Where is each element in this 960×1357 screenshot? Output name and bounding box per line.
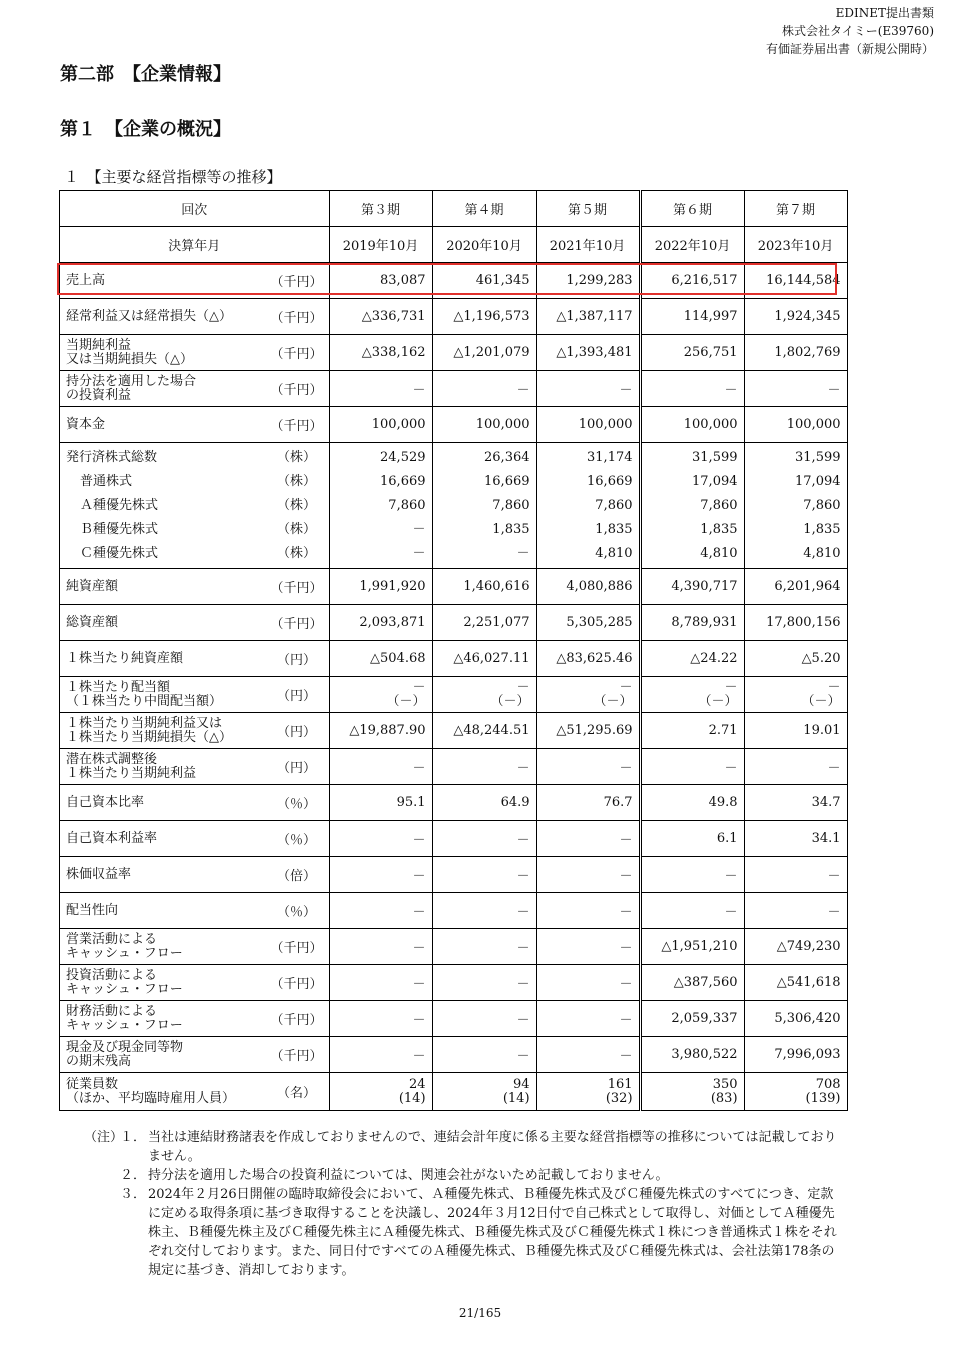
date-header: 2021年10月 [536,227,640,263]
row-label-line2: １株当たり当期純利益 [66,765,197,781]
value-cell: － [432,893,536,929]
table-row [60,821,848,857]
row-label [60,299,265,335]
table-row [60,299,848,335]
row-label [60,1037,265,1073]
date-header: 2020年10月 [432,227,536,263]
value-cell: 5,305,285 [536,605,640,641]
row-label [60,785,265,821]
row-label-line1: 株価収益率 [66,866,132,882]
share-value: 24,529 [380,449,426,465]
dividend-value: （－） [386,693,426,709]
value-cell: 76.7 [536,785,640,821]
row-label-line2: キャッシュ・フロー [66,945,183,961]
row-label-line1: 財務活動による [66,1003,158,1019]
value-cell: 3,980,522 [640,1037,744,1073]
table-row [60,713,848,749]
row-label-line1: １株当たり純資産額 [66,650,184,666]
row-label-line2: の期末残高 [66,1053,132,1069]
value-cell: △749,230 [744,929,847,965]
value-cell: － [432,1001,536,1037]
value-cell: － [329,965,432,1001]
value-cell: － [536,821,640,857]
share-unit: （株） [277,545,317,561]
unit-cell: （千円） [265,929,330,965]
value-cell: － [744,749,847,785]
row-label [60,965,265,1001]
unit-cell: （％） [265,893,330,929]
unit-cell: （千円） [265,1037,330,1073]
row-label-line1: 現金及び現金同等物 [66,1039,184,1055]
value-cell: 6.1 [640,821,744,857]
value-cell [329,1073,432,1111]
value-cell: 100,000 [536,407,640,443]
employee-value: (14) [502,1090,530,1106]
value-cell: 19.01 [744,713,847,749]
value-cell: △51,295.69 [536,713,640,749]
value-cell: 4,080,886 [536,569,640,605]
share-value: 4,810 [700,545,738,561]
employee-value: 708 [815,1076,841,1092]
unit-cell: （千円） [265,371,330,407]
value-cell [432,443,536,569]
row-label-line1: 配当性向 [66,902,119,918]
column-header: 回次 [60,191,330,227]
value-cell: △1,387,117 [536,299,640,335]
value-cell: 114,997 [640,299,744,335]
note-number: １． [120,1130,147,1145]
page-number: 21/165 [458,1306,502,1320]
employee-value: (83) [710,1090,738,1106]
period-header: 第４期 [432,191,536,227]
share-unit: （株） [277,521,317,537]
date-header: 2022年10月 [640,227,744,263]
table-row [60,371,848,407]
row-label-line2: キャッシュ・フロー [66,1017,183,1033]
table-row [60,893,848,929]
financial-indicators-table [59,190,848,1111]
row-label-line2: キャッシュ・フロー [66,981,183,997]
employee-value: (14) [398,1090,426,1106]
value-cell: － [640,893,744,929]
table-row [60,965,848,1001]
value-cell [432,677,536,713]
table-row [60,785,848,821]
row-label-line1: 売上高 [66,272,106,288]
value-cell: 100,000 [329,407,432,443]
value-cell: 1,299,283 [536,263,640,299]
value-cell: － [329,857,432,893]
value-cell [640,443,744,569]
value-cell: － [536,965,640,1001]
row-label-line1: 総資産額 [66,614,119,630]
unit-cell: （倍） [265,857,330,893]
value-cell: 95.1 [329,785,432,821]
part-title: 第二部 【企業情報】 [60,64,231,85]
row-label [60,605,265,641]
row-label [60,443,265,569]
row-label [60,641,265,677]
value-cell: － [536,1037,640,1073]
value-cell: － [536,893,640,929]
share-value: 31,174 [587,449,633,465]
table-row [60,407,848,443]
value-cell: － [744,371,847,407]
unit-cell: （千円） [265,299,330,335]
note-1 [84,1128,844,1166]
row-label-line1: 当期純利益 [66,337,132,353]
share-value: － [412,545,426,561]
employee-value: 94 [512,1076,530,1092]
period-header: 第５期 [536,191,640,227]
value-cell: △1,393,481 [536,335,640,371]
unit-cell: （円） [265,749,330,785]
company-name: 株式会社タイミー(E39760) [781,24,934,38]
unit-cell: （名） [265,1073,330,1111]
value-cell: 2,093,871 [329,605,432,641]
unit-cell: （千円） [265,335,330,371]
value-cell: － [329,929,432,965]
table-row [60,857,848,893]
note-text: 当社は連結財務諸表を作成しておりませんので、連結会計年度に係る主要な経営指標等の推移については記載しておりません。 [148,1130,837,1164]
value-cell: 34.7 [744,785,847,821]
table-row [60,335,848,371]
value-cell: 8,789,931 [640,605,744,641]
document-header [766,4,934,58]
share-value: 16,669 [484,473,530,489]
value-cell: － [432,929,536,965]
share-class-label: 普通株式 [80,473,133,489]
value-cell: △83,625.46 [536,641,640,677]
value-cell: 100,000 [744,407,847,443]
dividend-value: － [516,679,530,695]
dividend-row [60,677,848,713]
chapter-title: 第１ 【企業の概況】 [60,119,231,140]
employee-value: (139) [805,1090,841,1106]
share-class-label: Ｃ種優先株式 [80,545,159,561]
unit-cell: （千円） [265,407,330,443]
value-cell: △336,731 [329,299,432,335]
employees-row [60,1073,848,1111]
row-label-line2: （１株当たり中間配当額） [66,693,223,709]
dividend-value: － [412,679,426,695]
date-header: 2019年10月 [329,227,432,263]
share-value: 1,835 [492,521,530,537]
value-cell: － [329,821,432,857]
unit-cell: （千円） [265,1001,330,1037]
share-value: 31,599 [692,449,738,465]
edinet-label: EDINET提出書類 [835,6,934,20]
share-value: 4,810 [803,545,841,561]
value-cell: 34.1 [744,821,847,857]
note-text: 2024年２月26日開催の臨時取締役会において、Ａ種優先株式、Ｂ種優先株式及びＣ種優先株式のすべてにつき、定款に定める取得条項に基づき取得することを決議し、2024年３月12日付で自己株式として取得し、対価としてＡ種優先株主、Ｂ種優先株主及びＣ種優先株主にＡ種優先株式、Ｂ種優先株式及びＣ種優先株式１株につき普通株式１株をそれぞれ交付しております。また、同日付ですべてのＡ種優先株式、Ｂ種優先株式及びＣ種優先株式は、会社法第178条の規定に基づき、消却しております。 [148,1187,837,1278]
row-label [60,857,265,893]
row-label-line2: １株当たり当期純損失（△） [66,729,232,745]
value-cell: － [329,371,432,407]
unit-cell: （千円） [265,569,330,605]
value-cell: △541,618 [744,965,847,1001]
unit-cell: （千円） [265,965,330,1001]
value-cell: － [329,893,432,929]
row-label [60,893,265,929]
value-cell: △338,162 [329,335,432,371]
row-label-line1: 自己資本比率 [66,794,145,810]
row-label [60,1001,265,1037]
row-label [60,713,265,749]
value-cell: △1,196,573 [432,299,536,335]
table-row [60,929,848,965]
value-cell: － [432,371,536,407]
unit-cell: （％） [265,821,330,857]
row-label [60,821,265,857]
value-cell: 1,460,616 [432,569,536,605]
row-label-line2: （ほか、平均臨時雇用人員） [66,1090,236,1106]
share-value: 7,860 [492,497,530,513]
value-cell [329,677,432,713]
value-cell: 100,000 [640,407,744,443]
note-number: ３． [120,1187,147,1202]
row-label-line1: 経常利益又は経常損失（△） [66,308,232,324]
value-cell: － [536,1001,640,1037]
share-value: 7,860 [595,497,633,513]
value-cell: 256,751 [640,335,744,371]
row-label [60,371,265,407]
note-2 [84,1166,844,1185]
row-label [60,263,265,299]
value-cell: 2,251,077 [432,605,536,641]
note-number: ２． [120,1168,147,1183]
value-cell: 17,800,156 [744,605,847,641]
unit-cell: （円） [265,677,330,713]
value-cell: － [432,1037,536,1073]
share-unit: （株） [277,473,317,489]
table-row [60,1001,848,1037]
row-label-line1: 自己資本利益率 [66,830,158,846]
value-cell: － [432,749,536,785]
table-row [60,749,848,785]
share-unit: （株） [277,497,317,513]
row-label [60,407,265,443]
value-cell: － [536,857,640,893]
value-cell: △504.68 [329,641,432,677]
value-cell: △24.22 [640,641,744,677]
row-label [60,677,265,713]
row-label [60,335,265,371]
value-cell: － [536,749,640,785]
value-cell: 64.9 [432,785,536,821]
row-label [60,1073,265,1111]
value-cell: － [432,857,536,893]
note-text: 持分法を適用した場合の投資利益については、関連会社がないため記載しておりません。 [148,1168,669,1183]
dividend-value: － [724,679,738,695]
row-label-line2: の投資利益 [66,387,132,403]
value-cell: － [744,893,847,929]
value-cell: 2,059,337 [640,1001,744,1037]
note-3 [84,1185,844,1280]
date-header: 2023年10月 [744,227,847,263]
value-cell: △19,887.90 [329,713,432,749]
value-cell: － [329,1001,432,1037]
document-type: 有価証券届出書（新規公開時） [765,42,934,56]
value-cell: △1,201,079 [432,335,536,371]
share-value: 1,835 [595,521,633,537]
value-cell: － [536,371,640,407]
unit-cell: （％） [265,785,330,821]
value-cell: － [744,857,847,893]
share-value: 7,860 [803,497,841,513]
value-cell [329,443,432,569]
section-title: １ 【主要な経営指標等の推移】 [64,168,282,186]
dividend-value: （－） [801,693,841,709]
row-label-line1: 純資産額 [66,578,119,594]
value-cell: 461,345 [432,263,536,299]
notes-lead: （注） [84,1130,124,1145]
dividend-value: （－） [593,693,633,709]
value-cell: 16,144,584 [744,263,847,299]
header-row-date [60,227,848,263]
header-row-period [60,191,848,227]
share-value: 7,860 [388,497,426,513]
value-cell: － [640,371,744,407]
table-row [60,605,848,641]
unit-cell: （千円） [265,605,330,641]
value-cell: － [432,821,536,857]
value-cell: △48,244.51 [432,713,536,749]
share-value: 31,599 [795,449,841,465]
shares-block-row [60,443,848,569]
value-cell [432,1073,536,1111]
value-cell [536,1073,640,1111]
row-label [60,749,265,785]
value-cell: 83,087 [329,263,432,299]
share-value: － [516,545,530,561]
value-cell [744,677,847,713]
value-cell: △387,560 [640,965,744,1001]
row-label [60,929,265,965]
row-label-line1: 持分法を適用した場合 [66,373,197,389]
share-class-label: Ａ種優先株式 [80,497,159,513]
row-label-line1: 営業活動による [66,931,158,947]
value-cell [640,1073,744,1111]
share-value: 16,669 [380,473,426,489]
period-header: 第６期 [640,191,744,227]
unit-cell: （円） [265,713,330,749]
dividend-value: （－） [490,693,530,709]
share-value: 1,835 [803,521,841,537]
employee-value: 350 [712,1076,738,1092]
value-cell: 1,924,345 [744,299,847,335]
row-label-line2: 又は当期純損失（△） [66,351,193,367]
value-cell: 1,991,920 [329,569,432,605]
table-row [60,1037,848,1073]
value-cell: 7,996,093 [744,1037,847,1073]
dividend-value: （－） [698,693,738,709]
value-cell: △5.20 [744,641,847,677]
value-cell: △46,027.11 [432,641,536,677]
share-value: 1,835 [700,521,738,537]
value-cell: 6,216,517 [640,263,744,299]
share-value: 17,094 [795,473,841,489]
dividend-value: － [827,679,841,695]
notes [84,1128,844,1280]
employee-value: 24 [408,1076,426,1092]
share-class-label: 発行済株式総数 [66,449,158,465]
value-cell: 4,390,717 [640,569,744,605]
value-cell: 100,000 [432,407,536,443]
row-label-line1: 従業員数 [66,1076,119,1092]
row-label-line1: 資本金 [66,416,106,432]
value-cell: 1,802,769 [744,335,847,371]
value-cell [640,677,744,713]
row-label-line1: １株当たり当期純利益又は [66,715,223,731]
value-cell: 6,201,964 [744,569,847,605]
value-cell: 2.71 [640,713,744,749]
value-cell: 49.8 [640,785,744,821]
value-cell: － [640,857,744,893]
value-cell: － [640,749,744,785]
value-cell: 5,306,420 [744,1001,847,1037]
value-cell: － [329,749,432,785]
period-header: 第３期 [329,191,432,227]
value-cell [744,443,847,569]
value-cell: － [536,929,640,965]
share-value: 26,364 [484,449,530,465]
value-cell: － [432,965,536,1001]
row-label-line1: １株当たり配当額 [66,679,171,695]
share-value: 4,810 [595,545,633,561]
table-row [60,263,848,299]
unit-cell [265,443,330,569]
value-cell [744,1073,847,1111]
share-value: 17,094 [692,473,738,489]
share-unit: （株） [277,449,317,465]
value-cell: △1,951,210 [640,929,744,965]
value-cell [536,677,640,713]
row-label-line1: 潜在株式調整後 [66,751,158,767]
unit-cell: （円） [265,641,330,677]
value-cell [536,443,640,569]
period-header: 第７期 [744,191,847,227]
column-header: 決算年月 [60,227,330,263]
row-label [60,569,265,605]
row-label-line1: 投資活動による [66,967,158,983]
unit-cell: （千円） [265,263,330,299]
employee-value: 161 [607,1076,633,1092]
table-row [60,569,848,605]
share-value: 16,669 [587,473,633,489]
dividend-value: － [619,679,633,695]
share-class-label: Ｂ種優先株式 [80,521,159,537]
employee-value: (32) [605,1090,633,1106]
table-row [60,641,848,677]
share-value: － [412,521,426,537]
share-value: 7,860 [700,497,738,513]
value-cell: － [329,1037,432,1073]
